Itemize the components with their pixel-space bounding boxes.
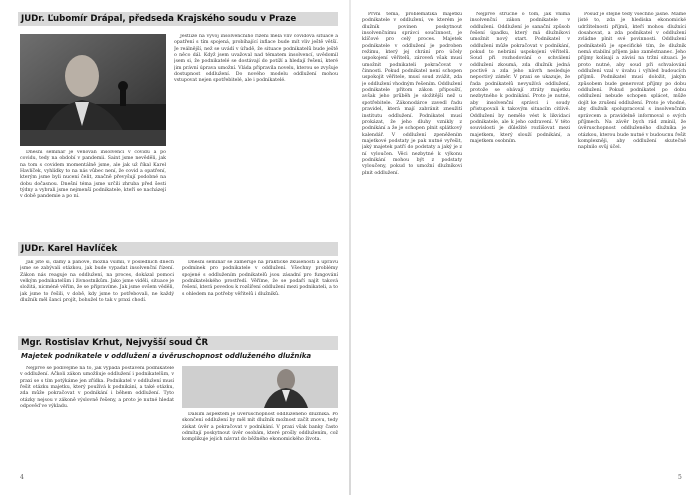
article-3-subtitle: Majetek podnikatele v oddlužení a úvěruschopnost oddluženého dlužníka (21, 352, 312, 360)
article-1-col1: Dnešní seminář je věnován insolvenci v covidu a po covidu, tedy na období v pandemii. Saint jsme nevěděli, jak na tom s covidem momentálně jsme, ale jak už říkal Karel Havlíček, vyhlídky to na nás vůbec není, že covid a opatření, kterým jsme byli nucení čelit, značně převyšují podobné na dobu dočasnou. Dnešní téma jsme určili zhruba před šesti týdny a vybrali jsme nejmenší podnikatele, kteří se nacházejí v době pandemie a po ní. (20, 150, 166, 200)
page-number-right: 5 (678, 474, 682, 481)
right-col2: Nejprve stručně o tom, jak vnímá insolvenční zákon podnikatele v oddlužení. Oddlužení je sanační způsob řešení úpadku, který má dlužníkovi umožnit nový start. Podnikatel v oddlužení může pokračovat v podnikání, pokud to nebrání uspokojení věřitelů. Soud při rozhodování o schválení oddlužení zkoumá, zda dlužník jedná poctivě a zda jeho návrh nesleduje nepoctivý záměr. V praxi se ukazuje, že řada podnikatelů nevyužívá oddlužení, protože se obávají ztráty majetku nezbytného k podnikání. Proto je nutné, aby insolvenční správci i soudy přistupovali k takovým situacím citlivě. Oddlužení by nemělo vést k likvidaci podnikatele, ale k jeho ozdravení. V této souvislosti je důležité rozlišovat mezi majetkem, který slouží podnikání, a majetkem osobním. (470, 12, 570, 144)
article-3-col1: Nejprve se podívejme na to, jak vypadá postavení podnikatele v oddlužení. Ačkoli zákon umožňuje oddlužení i podnikatelům, v praxi se s tím potýkáme jen zřídka. Podnikatel v oddlužení musí řešit otázku majetku, který používá k podnikání, a také otázku, zda může pokračovat v podnikání i během oddlužení. Tyto otázky nejsou v zákoně výslovně řešeny, a proto je nutné hledat odpověď ve výkladu. (20, 366, 174, 410)
article-1-col2: Jestliže na vývoj insolvenčního řízení měla vliv covidová situace a opatření s tím spojená, probíhající inflace bude mít vliv ještě větší. Je reálnější, než se uvádí v úřadě, že situace podnikatelů bude ještě o něco dál. Když jsem uvažoval nad tématem insolvencí, uvědomil jsem si, že podnikatelé se dostávají do potíží a hledají řešení, které jim právní úprava umožní. Vláda připravila novelu, kterou se zvyšuje dostupnost oddlužení. Do nového modelu oddlužení mohou vstupovat nejen spotřebitelé, ale i podnikatelé. (174, 34, 338, 84)
article-2-col2: Dnešní seminář se zaměřuje na praktické zkušenosti a úpravu podmínek pro podnikatele v oddlužení. Všechny problémy spojené s oddlužením podnikatelů jsou zásadní pro fungování podnikatelského prostředí. Věříme, že se podaří najít taková řešení, která povedou k rozšíření oddlužení mezi podnikateli, a to s ohledem na potřeby věřitelů i dlužníků. (182, 260, 338, 297)
portrait-photo-drapal (20, 34, 166, 146)
article-3-title: Mgr. Rostislav Krhut, Nejvyšší soud ČR (21, 338, 209, 348)
article-2-col1: Jak jste si, dámy a pánové, možná všimli, v posledních dnech jsme se zabývali otázkou, jak bude vypadat insolvenční řízení. Zákon nás reaguje na oddlužení, na proces, dokázal pomoci velkým podnikatelům i živnostníkům. Jako jsme viděli, situace je složitá, nicméně věřím, že se připravíme. Jak jsme ovšem věděli, jak jsme to řešili, v době, kdy jsme to potřebovali, ne každý dlužník měl šanci projít, bohužel to tak v praxi chodí. (20, 260, 174, 304)
article-3-col2: Dalším aspektem je úvěruschopnost oddluženého dlužníka. Po skončení oddlužení by měl mít dlužník možnost začít znovu, tedy získat úvěr a pokračovat v podnikání. V praxi však banky často odmítají poskytnout úvěr osobám, které prošly oddlužením, což komplikuje jejich návrat do běžného ekonomického života. (182, 412, 338, 443)
page-number-left: 4 (20, 474, 24, 481)
article-2-title: JUDr. Karel Havlíček (21, 244, 118, 254)
right-col1: První téma, problematika majetku podnikatele v oddlužení, ve kterém je dlužník povinen poskytnout insolvenčnímu správci součinnost, je klíčové pro celý proces. Majetek podnikatele v oddlužení je podroben režimu, který jej chrání pro účely uspokojení věřitelů, zároveň však musí umožnit podnikateli pokračovat v činnosti. Pokud podnikatel není schopen uspokojit věřitele, musí soud zvážit, zda je oddlužení vhodným řešením. Oddlužení podnikatele přitom zákon připouští, avšak jeho průběh je složitější než u spotřebitele. Zákonodárce zavedl řadu pravidel, která mají zabránit zneužití institutu oddlužení. Podnikatel musí prokázat, že jeho dluhy vznikly z podnikání a že je schopen plnit splátkový kalendář. V oddlužení zpeněžením majetkové podstaty je pak nutné vyřešit, jaký majetek patří do podstaty a jaký je z ní vyloučen. Věci nezbytné k výkonu podnikání mohou být z podstaty vyloučeny, pokud to umožní dlužníkovi plnit oddlužení. (362, 12, 462, 176)
right-col3: Posuď je stejně tedy všechno jasné. Máme jisté to, zda je hlediska ekonomické udržitelnosti příjmů, kteří mohou dlužníci dosahovat, a zda podnikatel v oddlužení zvládne plnit své povinnosti. Oddlužení podnikatelů je specifické tím, že dlužník nemá stabilní příjem jako zaměstnanec. Jeho příjmy kolísají a závisí na tržní situaci. Je proto nutné, aby soud při schvalování oddlužení vzal v úvahu i výhled budoucích příjmů. Podnikatel musí doložit, jakým způsobem bude generovat příjmy po dobu oddlužení. Pokud podnikatel po dobu oddlužení nebude schopen splácet, může dojít ke zrušení oddlužení. Proto je vhodné, aby dlužník spolupracoval s insolvenčním správcem a pravidelně informoval o svých příjmech. Na závěr bych rád zmínil, že úvěruschopnost oddluženého dlužníka je otázkou, kterou bude nutné v budoucnu řešit komplexněji, aby oddlužení skutečně naplnilo svůj účel. (578, 12, 686, 151)
article-1-header (18, 12, 338, 26)
article-2-header (18, 242, 338, 256)
right-page (350, 0, 700, 495)
portrait-photo-krhut (182, 366, 338, 408)
article-3-header (18, 336, 338, 350)
article-1-title: JUDr. Ľubomír Drápal, předseda Krajského soudu v Praze (21, 14, 297, 24)
